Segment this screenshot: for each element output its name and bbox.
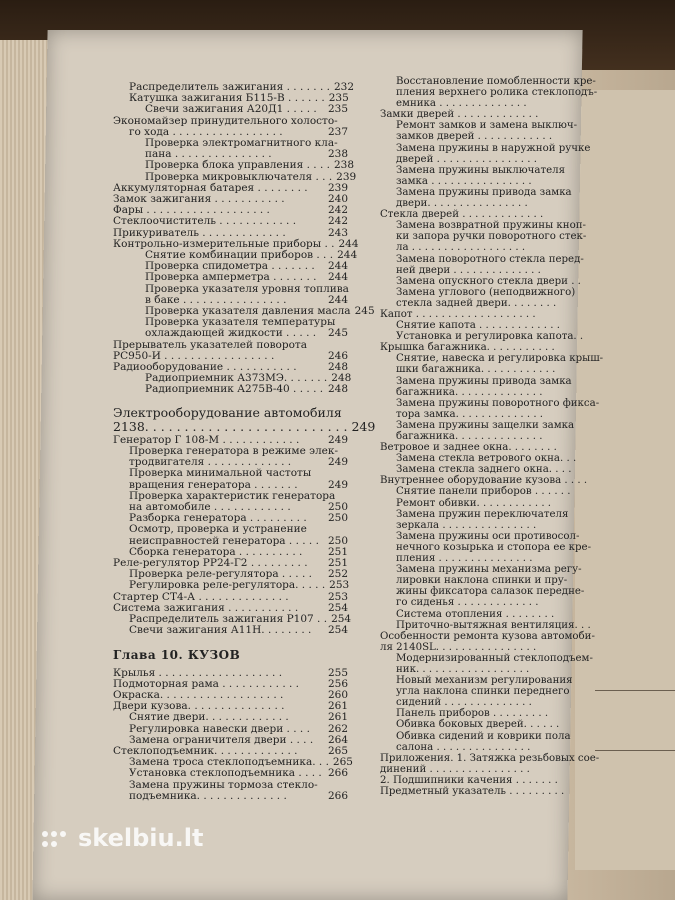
toc-entry-title: Модернизированный стеклоподъем-: [396, 652, 593, 664]
toc-entry: [113, 159, 355, 172]
section-heading-line1: Электрооборудование автомобиля: [113, 404, 342, 420]
toc-entry: [380, 464, 580, 475]
toc-entry: [380, 287, 580, 298]
toc-entry-page: 235: [327, 103, 348, 116]
toc-entry: [380, 176, 580, 187]
toc-entry-title: 2. Подшипники качения . . . . . . .: [380, 774, 558, 786]
toc-entry-page: 232: [334, 81, 355, 93]
toc-entry: [380, 387, 580, 398]
toc-entry-page: 244: [337, 249, 358, 262]
toc-entry-title: го хода . . . . . . . . . . . . . . . . .: [129, 125, 283, 138]
toc-entry: [380, 486, 580, 497]
toc-entry-title: Стеклоочиститель . . . . . . . . . . . .: [113, 215, 297, 228]
toc-entry-title: подъемника. . . . . . . . . . . . . .: [129, 789, 287, 802]
toc-entry-title: Замена троса стеклоподъемника. . .: [129, 756, 329, 769]
toc-entry: [380, 409, 580, 420]
toc-entry: [380, 397, 600, 409]
toc-entry-page: 253: [329, 579, 350, 592]
toc-entry-title: Реле-регулятор РР24-Г2 . . . . . . . . .: [113, 556, 308, 569]
toc-entry-title: Замена ограничителя двери . . . .: [129, 733, 314, 746]
toc-entry-title: Замена пружины защелки замка: [396, 419, 575, 431]
toc-entry-title: Проверка указателя давления масла: [145, 305, 351, 318]
toc-entry-page: 244: [327, 260, 348, 273]
toc-entry: [380, 131, 580, 142]
toc-entry: [380, 98, 580, 109]
toc-entry: [380, 220, 586, 232]
toc-entry: [380, 509, 580, 520]
toc-entry: [380, 686, 580, 697]
toc-entry-title: Подмоторная рама . . . . . . . . . . . .: [113, 677, 300, 690]
toc-entry: [380, 664, 580, 675]
toc-entry: [380, 453, 580, 464]
toc-entry-title: Ремонт замков и замена выключ-: [396, 120, 578, 132]
toc-entry-page: 237: [327, 125, 348, 138]
toc-entry-title: Контрольно-измерительные приборы . .: [113, 237, 335, 250]
toc-entry: [380, 619, 591, 631]
toc-entry: [380, 420, 580, 431]
toc-entry-page: 254: [327, 624, 348, 637]
section-heading-line2: 2138. . . . . . . . . . . . . . . . . . . . . . . . . .: [113, 418, 348, 434]
toc-entry-title: Установка и регулировка капота. .: [396, 331, 584, 343]
toc-entry: [380, 752, 600, 764]
toc-entry-title: Проверка реле-регулятора . . . . .: [129, 568, 312, 581]
toc-entry-title: Фары . . . . . . . . . . . . . . . . . . .: [113, 204, 270, 217]
toc-entry-title: сидений . . . . . . . . . . . . . .: [396, 697, 532, 709]
toc-entry: [380, 364, 580, 375]
toc-entry-title: Прерыватель указателей поворота: [113, 338, 307, 351]
toc-entry: [113, 524, 348, 535]
toc-entry-title: Замена поворотного стекла перед-: [396, 253, 584, 265]
toc-entry-title: угла наклона спинки переднего: [396, 686, 570, 698]
toc-entry-page: 245: [327, 327, 348, 340]
toc-entry-title: Разборка генератора . . . . . . . . .: [129, 512, 307, 525]
toc-entry: [380, 142, 591, 154]
toc-entry-title: Проверка минимальной частоты: [129, 467, 312, 480]
toc-entry: [380, 541, 592, 553]
toc-entry-title: неисправностей генератора . . . . .: [129, 534, 319, 547]
toc-entry: [380, 276, 580, 287]
toc-entry: [380, 198, 580, 209]
toc-entry-page: 249: [327, 433, 348, 446]
toc-entry: [380, 553, 580, 564]
toc-entry-title: Окраска. . . . . . . . . . . . . . . . . . .: [113, 688, 284, 701]
toc-entry-title: Прикуриватель . . . . . . . . . . . . .: [113, 226, 286, 239]
toc-entry: [380, 719, 580, 730]
toc-entry-page: 249: [327, 456, 348, 469]
toc-entry-title: Снятие комбинации приборов . . .: [145, 249, 334, 262]
toc-entry-title: тора замка. . . . . . . . . . . . . .: [396, 408, 544, 420]
toc-entry-title: ла . . . . . . . . . . . . . . . . . .: [396, 242, 526, 254]
toc-entry-page: 266: [327, 789, 348, 802]
toc-entry: [113, 712, 348, 723]
toc-entry-title: пления . . . . . . . . . . . . . . .: [396, 553, 533, 565]
toc-entry-title: Проверка блока управления . . . .: [145, 159, 330, 172]
toc-entry-title: Снятие панели приборов . . . . . .: [396, 486, 571, 498]
toc-entry-title: Замена пружины в наружной ручке: [396, 142, 591, 154]
toc-entry: [380, 586, 585, 598]
toc-entry: [380, 520, 580, 531]
toc-entry-title: Крылья . . . . . . . . . . . . . . . . . . .: [113, 666, 283, 679]
toc-entry: [380, 231, 587, 243]
toc-entry-title: Радиооборудование . . . . . . . . . . .: [113, 361, 297, 374]
toc-entry: [380, 242, 580, 253]
toc-entry-title: Радиоприемник А275В-40 . . . . .: [145, 383, 324, 396]
toc-entry: [113, 468, 348, 479]
toc-entry-page: 248: [327, 383, 348, 396]
toc-entry-title: Регулировка реле-регулятора. . . . .: [129, 579, 326, 592]
toc-entry-title: Крышка багажника. . . . . . . . . . .: [380, 342, 555, 354]
toc-entry: [113, 768, 348, 779]
toc-entry-title: Проверка микровыключателя . . .: [145, 170, 333, 183]
toc-entry: [380, 597, 580, 608]
toc-entry-title: пления верхнего ролика стеклоподъ-: [396, 87, 598, 99]
toc-entry-page: 245: [354, 305, 375, 318]
toc-entry-title: Панель приборов . . . . . . . . .: [396, 708, 549, 720]
toc-entry-page: 251: [327, 556, 348, 569]
toc-entry: [380, 165, 580, 176]
toc-entry-title: Генератор Г 108-М . . . . . . . . . . . .: [113, 433, 300, 446]
toc-entry-title: емника . . . . . . . . . . . . . .: [396, 98, 527, 110]
toc-entry-title: Снятие двери. . . . . . . . . . . . .: [129, 711, 289, 724]
toc-entry: [380, 109, 580, 120]
toc-entry: [380, 154, 580, 165]
toc-entry-title: в баке . . . . . . . . . . . . . . . .: [145, 293, 287, 306]
toc-entry: [380, 342, 580, 353]
toc-entry: [380, 209, 580, 220]
chapter-heading: Глава 10. КУЗОВ: [113, 648, 241, 663]
toc-entry-page: 252: [327, 568, 348, 581]
toc-entry-title: Проверка указателя температуры: [145, 316, 336, 329]
toc-entry-page: 244: [327, 293, 348, 306]
toc-entry: [380, 575, 580, 586]
toc-entry-title: багажника. . . . . . . . . . . . . .: [396, 431, 543, 442]
watermark-dots-icon: [40, 829, 72, 849]
toc-entry-title: Приточно-вытяжная вентиляция. . .: [396, 619, 591, 631]
toc-entry-title: Замена пружин переключателя: [396, 508, 569, 520]
toc-entry: [380, 76, 596, 87]
toc-entry: [380, 731, 580, 742]
toc-entry-page: 242: [327, 204, 348, 217]
toc-entry: [380, 775, 580, 786]
toc-entry-page: 256: [327, 677, 348, 690]
toc-entry-title: Осмотр, проверка и устранение: [129, 523, 307, 536]
toc-entry-title: Экономайзер принудительного холосто-: [113, 114, 338, 127]
toc-entry-page: 253: [327, 590, 348, 603]
toc-entry-page: 265: [332, 756, 353, 769]
toc-entry: [380, 642, 580, 653]
toc-entry-title: Внутреннее оборудование кузова . . . .: [380, 475, 588, 487]
toc-entry: [380, 331, 584, 343]
toc-entry-title: Стекла дверей . . . . . . . . . . . . .: [380, 209, 544, 221]
toc-entry-title: Капот . . . . . . . . . . . . . . . . . . .: [380, 308, 536, 320]
toc-entry-title: багажника. . . . . . . . . . . . . .: [396, 386, 543, 398]
toc-entry-title: Проверка указателя уровня топлива: [145, 282, 349, 295]
toc-entry-title: Стеклоподъемник. . . . . . . . . . . . .: [113, 744, 298, 757]
toc-entry-title: Замена пружины механизма регу-: [396, 564, 582, 576]
toc-entry: [380, 742, 580, 753]
toc-entry-title: Проверка генератора в режиме элек-: [129, 444, 339, 457]
toc-entry-title: замков дверей . . . . . . . . . . . .: [396, 131, 553, 143]
toc-entry-title: ля 2140SL. . . . . . . . . . . . . . . .: [380, 641, 537, 653]
toc-entry-title: Проверка амперметра . . . . . . .: [145, 271, 317, 284]
toc-entry-page: 264: [327, 733, 348, 746]
watermark: [40, 824, 203, 852]
toc-entry: [380, 564, 580, 575]
toc-entry-title: Аккумуляторная батарея . . . . . . . .: [113, 181, 308, 194]
toc-entry: [380, 630, 595, 642]
toc-entry: [113, 216, 348, 227]
toc-entry-title: Проверка электромагнитного кла-: [145, 137, 338, 150]
toc-entry-title: Замена стекла ветрового окна. . .: [396, 453, 577, 465]
toc-entry: [113, 384, 348, 395]
toc-entry-title: РС950-И . . . . . . . . . . . . . . . . .: [113, 349, 275, 362]
toc-entry: [380, 764, 580, 775]
toc-entry-title: Замена пружины привода замка: [396, 186, 572, 198]
toc-entry-page: 266: [327, 767, 348, 780]
toc-entry-title: Особенности ремонта кузова автомоби-: [380, 630, 595, 642]
toc-entry: [380, 609, 580, 620]
toc-entry-page: 242: [327, 215, 348, 228]
toc-entry-page: 254: [331, 612, 352, 625]
toc-entry-title: ник. . . . . . . . . . . . . . . . . .: [396, 663, 530, 675]
toc-entry: [380, 265, 580, 276]
toc-entry-page: 250: [327, 534, 348, 547]
toc-entry-title: Замена пружины привода замка: [396, 375, 572, 387]
toc-entry: [380, 253, 584, 265]
toc-entry-title: Замок зажигания . . . . . . . . . . .: [113, 193, 285, 206]
toc-entry-title: Ветровое и заднее окна. . . . . . . .: [380, 442, 557, 454]
toc-entry-title: вращения генератора . . . . . . .: [129, 478, 298, 491]
toc-entry-title: Замена возвратной пружины кноп-: [396, 220, 586, 232]
toc-entry: [113, 104, 348, 115]
toc-entry-page: 254: [327, 601, 348, 614]
toc-entry: [380, 87, 598, 99]
toc-entry-page: 249: [327, 478, 348, 491]
toc-entry-title: ки запора ручки поворотного стек-: [396, 231, 587, 243]
toc-entry-title: Стартер СТ4-А . . . . . . . . . . . . . .: [113, 590, 289, 603]
toc-entry-title: Замена углового (неподвижного): [396, 286, 576, 298]
toc-entry-page: 250: [327, 500, 348, 513]
toc-entry-title: шки багажника. . . . . . . . . . . .: [396, 364, 556, 376]
section-heading: [113, 404, 376, 434]
toc-entry-title: нечного козырька и стопора ее кре-: [396, 541, 592, 553]
toc-entry-title: на автомобиле . . . . . . . . . . . .: [129, 500, 291, 513]
toc-entry: [380, 353, 604, 365]
toc-entry-title: салона . . . . . . . . . . . . . . .: [396, 741, 531, 753]
section-heading-page: 249: [351, 418, 376, 434]
toc-entry-page: 262: [327, 722, 348, 735]
toc-entry-title: Замена пружины оси противосол-: [396, 530, 580, 542]
toc-entry-title: Свечи зажигания А11Н. . . . . . . .: [129, 624, 312, 637]
toc-entry: [113, 791, 348, 802]
toc-entry-title: динений . . . . . . . . . . . . . . . .: [380, 763, 530, 775]
toc-entry-page: 248: [327, 361, 348, 374]
toc-entry-page: 243: [327, 226, 348, 239]
toc-entry-page: 235: [328, 92, 349, 105]
toc-entry-page: 250: [327, 512, 348, 525]
toc-entry: [380, 309, 580, 320]
toc-entry-page: 260: [327, 688, 348, 701]
toc-entry-title: Проверка спидометра . . . . . . .: [145, 260, 315, 273]
toc-entry-title: охлаждающей жидкости . . . . .: [145, 327, 317, 340]
toc-entry-title: Свечи зажигания А20Д1 . . . . .: [145, 103, 317, 116]
toc-entry: [380, 442, 580, 453]
watermark-text: skelbiu.lt: [78, 824, 204, 852]
toc-entry-page: 244: [338, 237, 359, 250]
toc-entry-title: Радиоприемник А373МЭ. . . . . . .: [145, 372, 328, 385]
toc-entry-title: го сиденья . . . . . . . . . . . . .: [396, 597, 539, 609]
toc-entry-title: Двери кузова. . . . . . . . . . . . . . .: [113, 700, 285, 713]
toc-entry: [380, 708, 580, 719]
toc-entry-title: Снятие капота . . . . . . . . . . . . .: [396, 320, 560, 332]
toc-entry-page: 238: [327, 148, 348, 161]
toc-entry-title: лировки наклона спинки и пру-: [396, 575, 568, 587]
toc-entry-page: 246: [327, 349, 348, 362]
toc-entry-page: 239: [336, 170, 357, 183]
toc-entry-page: 261: [327, 711, 348, 724]
toc-entry-title: Проверка характеристик генератора: [129, 489, 336, 502]
toc-entry-title: Система зажигания . . . . . . . . . . .: [113, 601, 299, 614]
toc-entry-title: зеркала . . . . . . . . . . . . . . .: [396, 519, 537, 531]
toc-entry-title: Восстановление помобленности кре-: [396, 76, 596, 87]
toc-entry-title: Замена пружины тормоза стекло-: [129, 778, 318, 791]
toc-entry: [380, 120, 580, 131]
toc-entry: [380, 652, 593, 664]
toc-entry-title: дверей . . . . . . . . . . . . . . . .: [396, 153, 538, 165]
toc-entry: [380, 531, 580, 542]
toc-entry-title: Ремонт обивки. . . . . . . . . . . .: [396, 497, 552, 509]
toc-entry-title: Распределитель зажигания . . . . . . .: [129, 81, 330, 93]
toc-entry-page: 239: [327, 181, 348, 194]
toc-entry-page: 265: [327, 744, 348, 757]
toc-entry-title: Обивка боковых дверей. . . . . .: [396, 719, 560, 731]
toc-entry: [380, 376, 580, 387]
toc-entry-title: Замки дверей . . . . . . . . . . . . .: [380, 109, 539, 121]
toc-entry: [380, 786, 580, 797]
toc-entry: [380, 498, 580, 509]
toc-entry-title: Предметный указатель . . . . . . . . .: [380, 786, 565, 797]
toc-entry-title: Замена опускного стекла двери . .: [396, 275, 581, 287]
toc-entry-page: 238: [333, 159, 355, 172]
toc-entry: [380, 475, 588, 487]
toc-entry-title: жины фиксатора салазок передне-: [396, 586, 585, 598]
toc-entry-title: стекла задней двери. . . . . . . .: [396, 297, 557, 309]
toc-entry-title: Установка стеклоподъемника . . . .: [129, 767, 322, 780]
toc-entry: [380, 298, 580, 309]
toc-entry: [380, 431, 580, 442]
toc-entry-title: Замена пружины поворотного фикса-: [396, 397, 600, 409]
toc-entry-title: Замена стекла заднего окна. . . .: [396, 464, 572, 476]
toc-entry-title: Приложения. 1. Затяжка резьбовых сое-: [380, 752, 600, 764]
toc-entry: [113, 625, 348, 636]
toc-entry-title: Катушка зажигания Б115-В . . . . . .: [129, 92, 325, 105]
toc-entry-title: Снятие, навеска и регулировка крыш-: [396, 353, 604, 365]
toc-entry: [380, 697, 580, 708]
toc-entry-title: ней двери . . . . . . . . . . . . . .: [396, 264, 541, 276]
toc-entry-page: 240: [327, 193, 348, 206]
toc-entry-title: двери. . . . . . . . . . . . . . . .: [396, 198, 528, 210]
toc-entry-title: Замена пружины выключателя: [396, 164, 566, 176]
toc-entry: [113, 580, 348, 591]
toc-entry-page: 261: [327, 700, 348, 713]
toc-entry-page: 248: [331, 372, 352, 385]
right-page-rule: [595, 750, 675, 751]
toc-entry-title: Распределитель зажигания Р107 . .: [129, 612, 328, 625]
toc-entry: [113, 272, 348, 283]
toc-entry-page: 255: [327, 666, 348, 679]
toc-entry: [380, 320, 580, 331]
toc-entry-page: 251: [327, 545, 348, 558]
toc-entry-title: пана . . . . . . . . . . . . . . .: [145, 148, 272, 161]
toc-right-column: [380, 76, 604, 797]
toc-entry-page: 244: [327, 271, 348, 284]
toc-entry-title: Регулировка навески двери . . . .: [129, 722, 310, 735]
toc-entry-title: Обивка сидений и коврики пола: [396, 730, 571, 742]
toc-entry-title: Новый механизм регулирования: [396, 675, 573, 687]
toc-entry-title: тродвигателя . . . . . . . . . . . . .: [129, 456, 292, 469]
toc-entry-title: Система отопления . . . . . . . .: [396, 608, 555, 620]
toc-entry: [380, 187, 580, 198]
toc-left-column: [113, 81, 376, 802]
toc-entry: [113, 328, 348, 339]
toc-entry-title: замка . . . . . . . . . . . . . . . .: [396, 175, 532, 187]
right-page-rule: [595, 690, 675, 691]
toc-entry-title: Сборка генератора . . . . . . . . . .: [129, 545, 303, 558]
toc-entry: [380, 675, 580, 686]
